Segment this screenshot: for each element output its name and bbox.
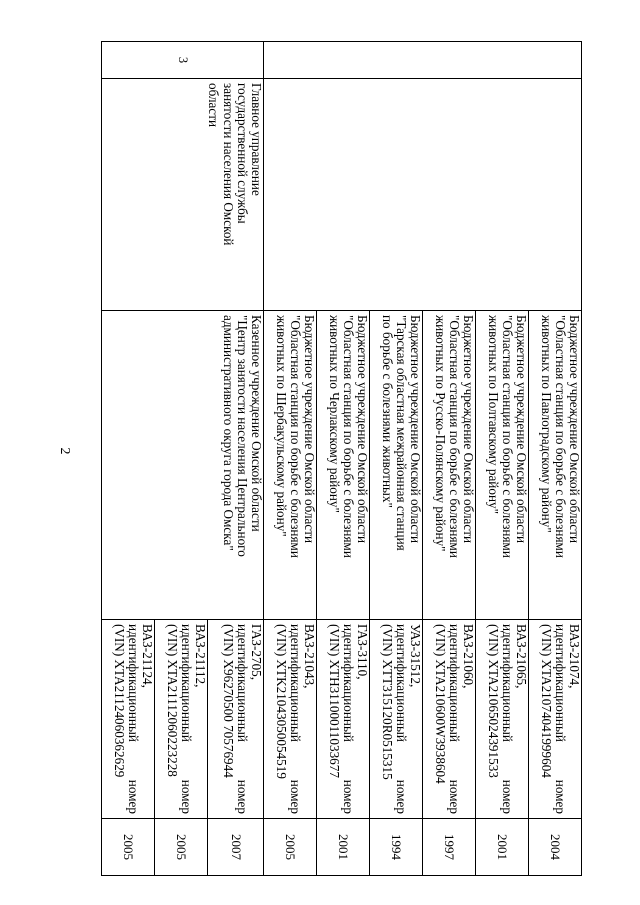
year-cell: 2001 [317,819,370,876]
vehicle-model: ГАЗ-3110, [355,624,370,680]
vehicle-model: ВАЗ-21065, [514,624,529,689]
vehicle-id-label: идентификационный [552,624,568,742]
vehicle-model: ВАЗ-21112, [193,624,208,688]
year-cell: 2001 [476,819,529,876]
vehicle-id-label: идентификационный [234,624,250,742]
institution-cell [317,311,370,620]
vehicle-vin: (VIN) X96270500 70576944 [220,624,236,778]
vehicle-vin: (VIN) XTK21043050054519 [273,624,289,779]
organization-line: Главное управление [249,83,264,196]
vehicle-id-word: номер [393,779,409,814]
year-cell: 2005 [102,819,155,876]
institution-line: Бюджетное учреждение Омской области [355,315,370,544]
vehicle-id-word: номер [340,779,356,814]
vehicle-id-label: идентификационный [287,624,303,742]
vehicle-id-word: номер [178,779,194,814]
institution-line: административного округа города Омска" [220,315,236,551]
institution-line: "Областная станция по борьбе с болезнями [287,315,303,558]
institution-line: по борьбе с болезнями животных" [379,315,395,508]
vehicle-id-word: номер [287,779,303,814]
institution-line: Бюджетное учреждение Омской области [567,315,582,544]
institution-cell [264,311,317,620]
vehicle-model: ВАЗ-21060, [461,624,476,689]
vehicle-transfer-table [101,41,582,876]
organization-cell [264,79,582,311]
institution-line: "Областная станция по борьбе с болезнями [446,315,462,558]
vehicle-id-word: номер [234,779,250,814]
institution-cell [529,311,582,620]
row-number-cell [264,42,582,79]
vehicle-cell [317,620,370,819]
institution-cell [102,311,264,620]
vehicle-id-label: идентификационный [393,624,409,742]
vehicle-cell [423,620,476,819]
institution-line: "Областная станция по борьбе с болезнями [552,315,568,558]
institution-line: животных по Павлоградскому району" [538,315,554,533]
institution-line: "Тарская областная межрайонная станция [393,315,409,551]
vehicle-cell [370,620,423,819]
vehicle-vin: (VIN) XTT315120R0515315 [379,624,395,780]
vehicle-id-word: номер [552,779,568,814]
institution-line: животных по Шербакульскому району" [273,315,289,537]
vehicle-id-word: номер [446,779,462,814]
vehicle-id-label: идентификационный [340,624,356,742]
vehicle-vin: (VIN) XTA21074041999604 [538,624,554,778]
year-cell: 2007 [208,819,264,876]
institution-line: Казенное учреждение Омской области [249,315,264,532]
vehicle-id-word: номер [499,779,515,814]
institution-line: животных по Черлакскому району" [326,315,342,513]
vehicle-vin: (VIN) XTA21112060223228 [164,624,180,777]
vehicle-model: ВАЗ-21043, [302,624,317,689]
year-cell: 2005 [155,819,208,876]
vehicle-id-label: идентификационный [178,624,194,742]
vehicle-vin: (VIN) XTA210600W3938604 [432,624,448,784]
year-cell: 2005 [264,819,317,876]
vehicle-cell [208,620,264,819]
vehicle-id-word: номер [125,779,141,814]
table-row [529,42,582,876]
vehicle-id-label: идентификационный [446,624,462,742]
organization-line: занятости населения Омской [220,83,236,246]
organization-line: области [206,83,222,128]
institution-cell [476,311,529,620]
institution-line: Бюджетное учреждение Омской области [461,315,476,544]
institution-cell [423,311,476,620]
vehicle-model: ГАЗ-2705, [249,624,264,681]
institution-line: "Центр занятости населения Центрального [234,315,250,557]
institution-line: "Областная станция по борьбе с болезнями [340,315,356,558]
institution-line: животных по Полтавскому району" [485,315,501,514]
vehicle-cell [476,620,529,819]
institution-line: животных по Русско-Полянскому району" [432,315,448,552]
organization-cell [102,79,264,311]
vehicle-id-label: идентификационный [125,624,141,742]
page-number: 2 [57,447,72,455]
vehicle-cell [529,620,582,819]
institution-line: Бюджетное учреждение Омской области [302,315,317,544]
vehicle-vin: (VIN) XTH31100011033677 [326,624,342,778]
institution-line: "Областная станция по борьбе с болезнями [499,315,515,558]
row-number-cell: 3 [102,42,264,79]
vehicle-model: ВАЗ-21124, [140,624,155,688]
table-row [208,42,264,876]
vehicle-cell [155,620,208,819]
year-cell: 2004 [529,819,582,876]
vehicle-id-label: идентификационный [499,624,515,742]
vehicle-model: ВАЗ-21074, [567,624,582,689]
vehicle-vin: (VIN) XTA21124060362629 [111,624,127,778]
year-cell: 1994 [370,819,423,876]
institution-line: Бюджетное учреждение Омской области [408,315,423,544]
vehicle-vin: (VIN) XTA21065024391533 [485,624,501,778]
vehicle-model: УАЗ-31512, [408,624,423,688]
organization-line: государственной службы [234,83,250,224]
institution-cell [370,311,423,620]
institution-line: Бюджетное учреждение Омской области [514,315,529,544]
vehicle-cell [264,620,317,819]
vehicle-cell [102,620,155,819]
year-cell: 1997 [423,819,476,876]
